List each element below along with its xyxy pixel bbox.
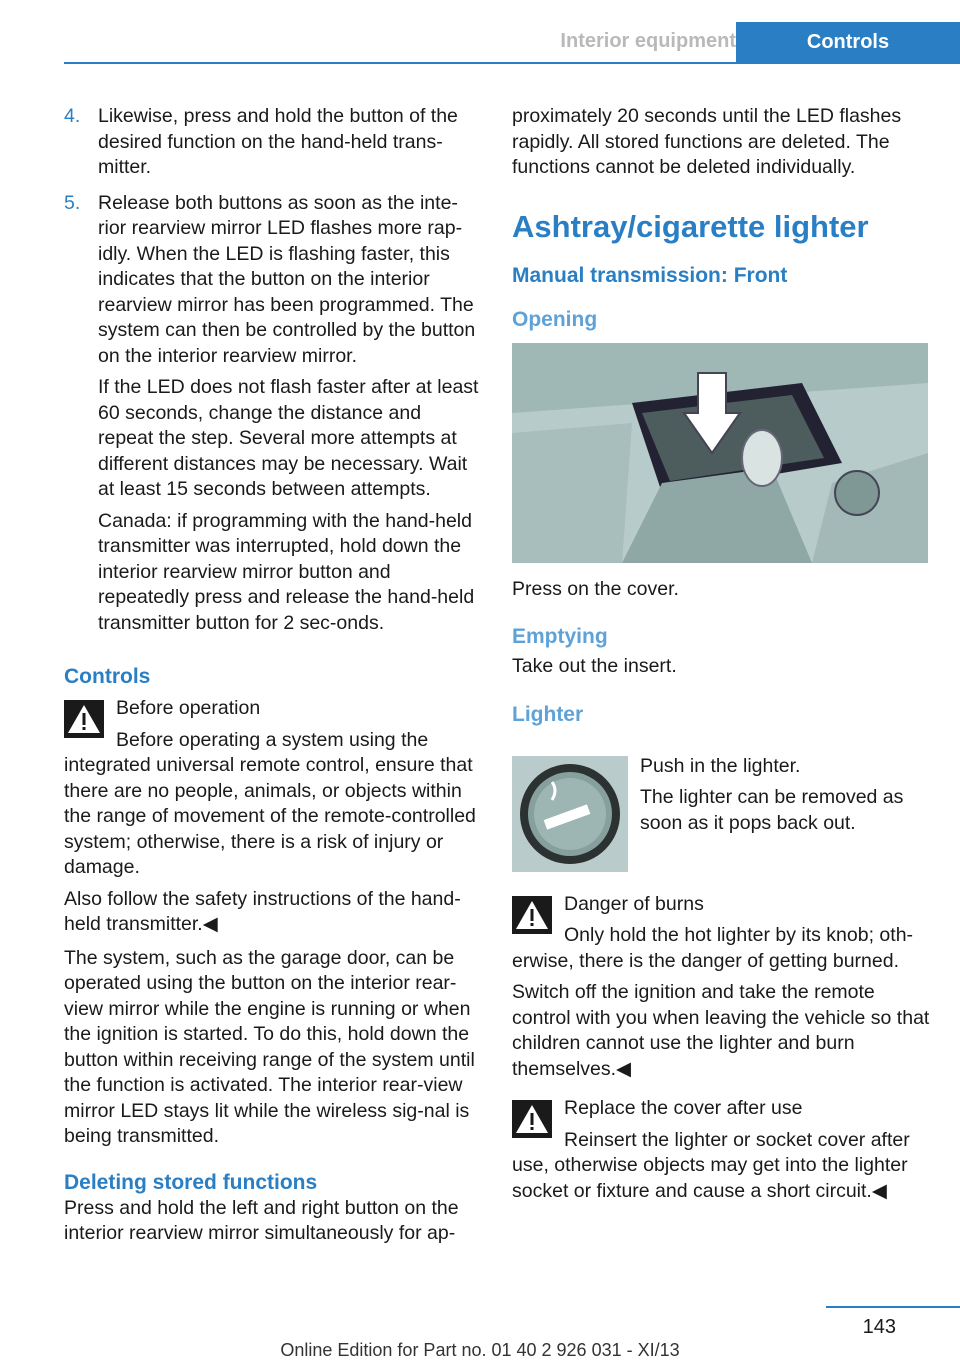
lighter-remove-text: The lighter can be removed as soon as it pops back out. bbox=[640, 786, 904, 834]
warning-first-line: Only hold the hot lighter by its knob; oth‐ bbox=[564, 924, 914, 946]
warning-triangle-icon bbox=[512, 1100, 552, 1138]
warning-first-line: Reinsert the lighter or socket cover after bbox=[564, 1128, 910, 1151]
ashtray-cover-image bbox=[512, 343, 928, 563]
deleting-heading: Deleting stored functions bbox=[64, 1170, 318, 1194]
footer-rule bbox=[826, 1306, 960, 1308]
cigarette-lighter-icon bbox=[512, 756, 628, 872]
warning-body: use, otherwise objects may get into the lighter socket or fixture and cause a short circuit.◀ bbox=[512, 1154, 908, 1202]
lighter-heading: Lighter bbox=[512, 702, 584, 726]
header-section-title: Interior equipment bbox=[560, 30, 736, 52]
warning-first-line: Before operating a system using the bbox=[116, 728, 429, 751]
step-note: If the LED does not flash faster after at least 60 seconds, change the distance and repeat the step. Several more attempts at different distances may be necessary. Wait at least 15 seconds between attempts. bbox=[98, 376, 479, 500]
ashtray-heading: Ashtray/cigarette lighter bbox=[512, 208, 869, 244]
footer-edition: Online Edition for Part no. 01 40 2 926 031 - XI/13 bbox=[280, 1340, 680, 1360]
page-header bbox=[64, 22, 960, 64]
step-number: 4. bbox=[64, 105, 81, 127]
lighter-push-text: Push in the lighter. bbox=[640, 754, 801, 777]
manual-transmission-heading: Manual transmission: Front bbox=[512, 263, 788, 287]
warning-body: integrated universal remote control, ensure that there are no people, animals, or objects within the range of movement of the remote-controlled system; otherwise, there is a risk of injury or damage. bbox=[64, 754, 476, 878]
right-column bbox=[512, 104, 930, 1210]
step-4 bbox=[64, 104, 480, 187]
warning-danger-of-burns bbox=[512, 892, 930, 949]
page-number: 143 bbox=[862, 1316, 896, 1338]
controls-heading: Controls bbox=[64, 665, 151, 688]
warning-before-operation bbox=[64, 696, 480, 753]
warning-triangle-icon bbox=[64, 700, 104, 738]
warning-title: Replace the cover after use bbox=[564, 1097, 803, 1119]
system-paragraph: The system, such as the garage door, can be operated using the button on the interior rear‐view mirror while the engine is running or when the ignition is started. To do this, hold down the button within receiving range of the system until the function is activated. The interior rear‐view mirror LED stays lit while the wireless sig‐nal is being transmitted. bbox=[64, 946, 475, 1147]
emptying-heading: Emptying bbox=[512, 625, 608, 648]
warning-triangle-icon bbox=[512, 896, 552, 934]
step-text: Likewise, press and hold the button of the desired function on the hand-held trans‐mitter. bbox=[98, 105, 458, 178]
warning-title: Danger of burns bbox=[564, 892, 704, 915]
step-5 bbox=[64, 191, 480, 643]
switch-off-paragraph: Switch off the ignition and take the remote control with you when leaving the vehicle so that children cannot use the lighter and burn themselves.◀ bbox=[512, 981, 930, 1080]
warning-replace-cover bbox=[512, 1096, 930, 1153]
warning-followup: Also follow the safety instructions of the hand-held transmitter.◀ bbox=[64, 887, 461, 935]
step-note: Canada: if programming with the hand‐held transmitter was interrupted, hold down the interior rearview mirror button and repeatedly press and release the hand-held transmitter button for 2 sec‐onds. bbox=[98, 509, 475, 634]
opening-heading: Opening bbox=[512, 307, 598, 331]
deleting-paragraph: Press and hold the left and right button on the interior rearview mirror simultaneously for ap‐ bbox=[64, 1196, 459, 1244]
emptying-text: Take out the insert. bbox=[512, 655, 677, 677]
press-cover-text: Press on the cover. bbox=[512, 577, 679, 600]
deleting-continued: proximately 20 seconds until the LED flashes rapidly. All stored functions are deleted. The functions cannot be deleted individually. bbox=[512, 105, 902, 178]
lighter-block bbox=[512, 732, 930, 872]
step-text: Release both buttons as soon as the inte‐rior rearview mirror LED flashes more rap‐idly. When the LED is flashing faster, this indicates that the button on the interior rearview mirror has been programmed. The system can then be controlled by the button on the interior rearview mirror. bbox=[98, 191, 476, 367]
step-number: 5. bbox=[64, 191, 81, 214]
left-column bbox=[64, 104, 480, 1253]
warning-body: erwise, there is the danger of getting burned. bbox=[512, 949, 899, 972]
warning-title: Before operation bbox=[116, 697, 261, 719]
header-tab-controls: Controls bbox=[736, 22, 960, 62]
